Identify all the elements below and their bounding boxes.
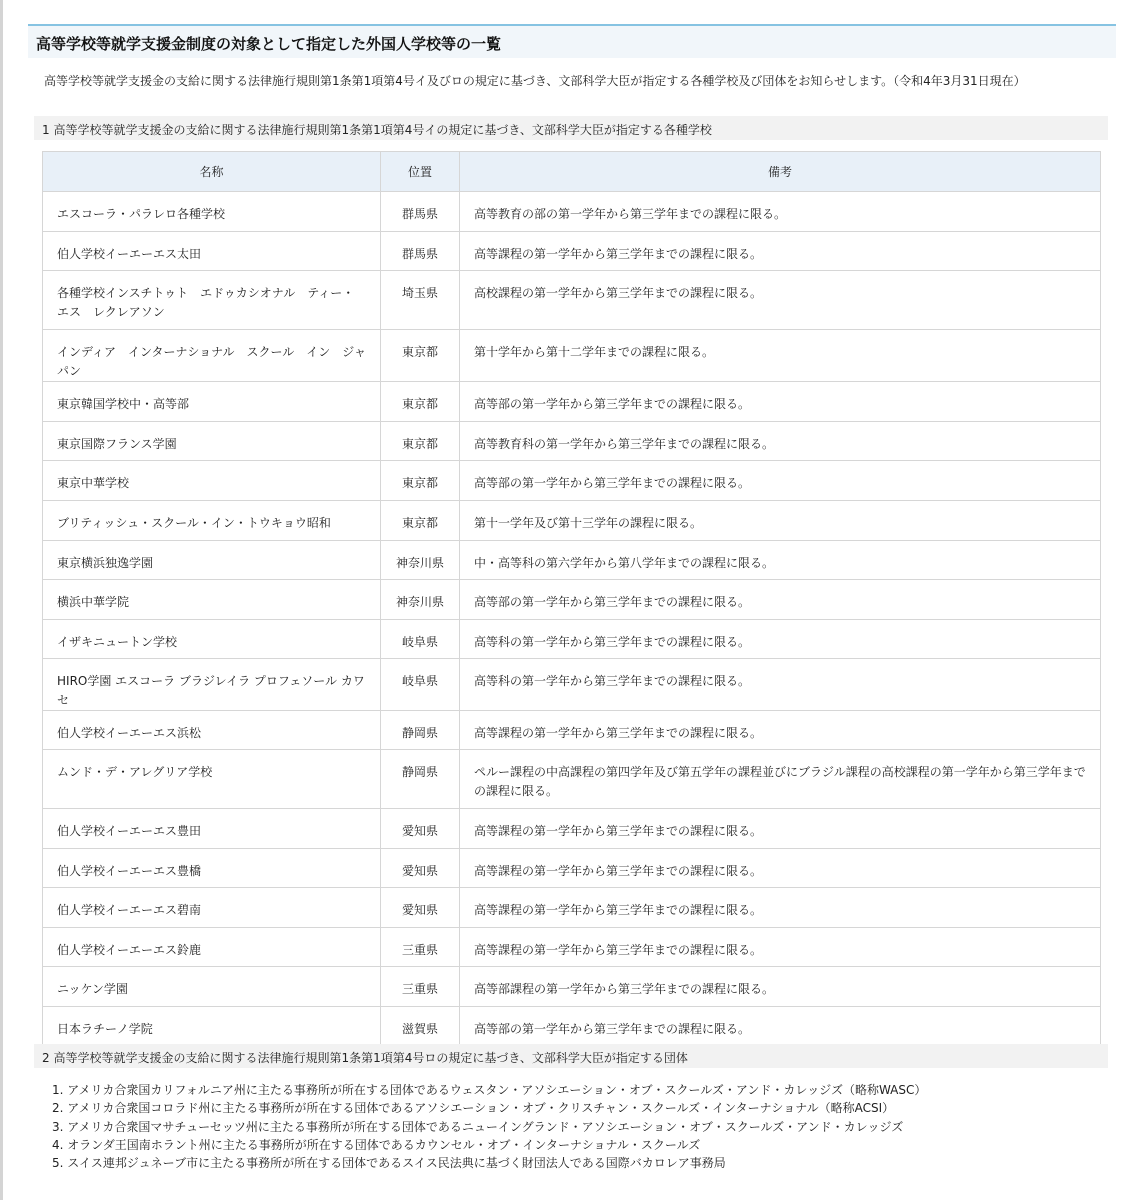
table-row bbox=[43, 461, 1101, 501]
table-row bbox=[43, 967, 1101, 1007]
cell-location: 愛知県 bbox=[381, 809, 460, 849]
cell-location: 岐阜県 bbox=[381, 659, 460, 711]
cell-name: 東京韓国学校中・高等部 bbox=[43, 382, 381, 422]
cell-remarks: 高等課程の第一学年から第三学年までの課程に限る。 bbox=[460, 928, 1101, 967]
cell-location: 静岡県 bbox=[381, 750, 460, 809]
page-title: 高等学校等就学支援金制度の対象として指定した外国人学校等の一覧 bbox=[28, 24, 1116, 58]
column-header-location: 位置 bbox=[381, 152, 460, 192]
cell-location: 東京都 bbox=[381, 382, 460, 422]
cell-remarks: 高等課程の第一学年から第三学年までの課程に限る。 bbox=[460, 711, 1101, 750]
cell-name: イザキニュートン学校 bbox=[43, 620, 381, 659]
cell-remarks: 高等課程の第一学年から第三学年までの課程に限る。 bbox=[460, 888, 1101, 928]
table-row bbox=[43, 750, 1101, 809]
column-header-name: 名称 bbox=[43, 152, 381, 192]
section-2-heading: 2 高等学校等就学支援金の支給に関する法律施行規則第1条第1項第4号ロの規定に基づき、文部科学大臣が指定する団体 bbox=[34, 1044, 1108, 1068]
table-row bbox=[43, 501, 1101, 541]
cell-name: 東京国際フランス学園 bbox=[43, 422, 381, 461]
cell-remarks: 高等教育科の第一学年から第三学年までの課程に限る。 bbox=[460, 422, 1101, 461]
cell-name: 東京中華学校 bbox=[43, 461, 381, 501]
list-item: 1. アメリカ合衆国カリフォルニア州に主たる事務所が所在する団体であるウェスタン・アソシエーション・オブ・スクールズ・アンド・カレッジズ（略称WASC） bbox=[52, 1083, 927, 1097]
cell-remarks: 高等科の第一学年から第三学年までの課程に限る。 bbox=[460, 659, 1101, 711]
schools-table bbox=[42, 151, 1101, 1046]
cell-name: 伯人学校イーエーエス碧南 bbox=[43, 888, 381, 928]
table-row bbox=[43, 849, 1101, 888]
cell-location: 群馬県 bbox=[381, 192, 460, 232]
cell-name: 伯人学校イーエーエス太田 bbox=[43, 232, 381, 271]
cell-location: 群馬県 bbox=[381, 232, 460, 271]
cell-remarks: 高等課程の第一学年から第三学年までの課程に限る。 bbox=[460, 809, 1101, 849]
cell-remarks: 高等部の第一学年から第三学年までの課程に限る。 bbox=[460, 580, 1101, 620]
cell-name: 各種学校インスチトゥト エドゥカシオナル ティー・エス レクレアソン bbox=[43, 271, 381, 330]
cell-remarks: 高等課程の第一学年から第三学年までの課程に限る。 bbox=[460, 849, 1101, 888]
table-row bbox=[43, 422, 1101, 461]
table-row bbox=[43, 888, 1101, 928]
table-row bbox=[43, 192, 1101, 232]
cell-location: 東京都 bbox=[381, 501, 460, 541]
cell-name: ブリティッシュ・スクール・イン・トウキョウ昭和 bbox=[43, 501, 381, 541]
cell-name: 東京横浜独逸学園 bbox=[43, 541, 381, 580]
cell-location: 埼玉県 bbox=[381, 271, 460, 330]
cell-name: 伯人学校イーエーエス鈴鹿 bbox=[43, 928, 381, 967]
cell-remarks: 高等部の第一学年から第三学年までの課程に限る。 bbox=[460, 382, 1101, 422]
cell-name: HIRO学園 エスコーラ ブラジレイラ プロフェソール カワセ bbox=[43, 659, 381, 711]
table-row bbox=[43, 809, 1101, 849]
table-row bbox=[43, 541, 1101, 580]
cell-name: エスコーラ・パラレロ各種学校 bbox=[43, 192, 381, 232]
table-row bbox=[43, 271, 1101, 330]
cell-name: ムンド・デ・アレグリア学校 bbox=[43, 750, 381, 809]
cell-location: 三重県 bbox=[381, 928, 460, 967]
cell-remarks: 高等部の第一学年から第三学年までの課程に限る。 bbox=[460, 1007, 1101, 1046]
cell-remarks: 高等課程の第一学年から第三学年までの課程に限る。 bbox=[460, 232, 1101, 271]
cell-remarks: ペルー課程の中高課程の第四学年及び第五学年の課程並びにブラジル課程の高校課程の第一学年から第三学年までの課程に限る。 bbox=[460, 750, 1101, 809]
section-1-heading: 1 高等学校等就学支援金の支給に関する法律施行規則第1条第1項第4号イの規定に基づき、文部科学大臣が指定する各種学校 bbox=[34, 116, 1108, 140]
cell-remarks: 第十学年から第十二学年までの課程に限る。 bbox=[460, 330, 1101, 382]
cell-remarks: 高等部課程の第一学年から第三学年までの課程に限る。 bbox=[460, 967, 1101, 1007]
cell-location: 静岡県 bbox=[381, 711, 460, 750]
cell-name: 伯人学校イーエーエス豊田 bbox=[43, 809, 381, 849]
cell-remarks: 高等科の第一学年から第三学年までの課程に限る。 bbox=[460, 620, 1101, 659]
cell-location: 愛知県 bbox=[381, 849, 460, 888]
table-row bbox=[43, 382, 1101, 422]
table-row bbox=[43, 711, 1101, 750]
cell-name: 横浜中華学院 bbox=[43, 580, 381, 620]
cell-remarks: 高等部の第一学年から第三学年までの課程に限る。 bbox=[460, 461, 1101, 501]
cell-location: 神奈川県 bbox=[381, 580, 460, 620]
cell-remarks: 高等教育の部の第一学年から第三学年までの課程に限る。 bbox=[460, 192, 1101, 232]
table-row bbox=[43, 620, 1101, 659]
table-row bbox=[43, 330, 1101, 382]
cell-location: 愛知県 bbox=[381, 888, 460, 928]
cell-remarks: 第十一学年及び第十三学年の課程に限る。 bbox=[460, 501, 1101, 541]
list-item: 3. アメリカ合衆国マサチューセッツ州に主たる事務所が所在する団体であるニューイングランド・アソシエーション・オブ・スクールズ・アンド・カレッジズ bbox=[52, 1119, 904, 1134]
intro-text: 高等学校等就学支援金の支給に関する法律施行規則第1条第1項第4号イ及びロの規定に基づき、文部科学大臣が指定する各種学校及び団体をお知らせします。（令和4年3月31日現在） bbox=[44, 74, 1026, 88]
cell-location: 東京都 bbox=[381, 461, 460, 501]
cell-name: ニッケン学園 bbox=[43, 967, 381, 1007]
table-body bbox=[43, 192, 1101, 1046]
cell-location: 三重県 bbox=[381, 967, 460, 1007]
table-row bbox=[43, 659, 1101, 711]
cell-location: 神奈川県 bbox=[381, 541, 460, 580]
cell-remarks: 中・高等科の第六学年から第八学年までの課程に限る。 bbox=[460, 541, 1101, 580]
cell-location: 滋賀県 bbox=[381, 1007, 460, 1046]
table-row bbox=[43, 232, 1101, 271]
cell-name: 日本ラチーノ学院 bbox=[43, 1007, 381, 1046]
column-header-remarks: 備考 bbox=[460, 152, 1101, 192]
list-item: 4. オランダ王国南ホラント州に主たる事務所が所在する団体であるカウンセル・オブ・インターナショナル・スクールズ bbox=[52, 1137, 701, 1152]
cell-remarks: 高校課程の第一学年から第三学年までの課程に限る。 bbox=[460, 271, 1101, 330]
cell-location: 岐阜県 bbox=[381, 620, 460, 659]
list-item: 5. スイス連邦ジュネーブ市に主たる事務所が所在する団体であるスイス民法典に基づく財団法人である国際バカロレア事務局 bbox=[52, 1156, 726, 1171]
table-row bbox=[43, 580, 1101, 620]
cell-location: 東京都 bbox=[381, 422, 460, 461]
cell-name: 伯人学校イーエーエス浜松 bbox=[43, 711, 381, 750]
table-header-row bbox=[43, 152, 1101, 192]
table-row bbox=[43, 928, 1101, 967]
list-item: 2. アメリカ合衆国コロラド州に主たる事務所が所在する団体であるアソシエーション・オブ・クリスチャン・スクールズ・インターナショナル（略称ACSI） bbox=[52, 1101, 895, 1116]
organization-list bbox=[52, 1081, 926, 1172]
cell-name: 伯人学校イーエーエス豊橋 bbox=[43, 849, 381, 888]
cell-location: 東京都 bbox=[381, 330, 460, 382]
table-row bbox=[43, 1007, 1101, 1046]
page-left-border bbox=[0, 0, 3, 1200]
cell-name: インディア インターナショナル スクール イン ジャパン bbox=[43, 330, 381, 382]
